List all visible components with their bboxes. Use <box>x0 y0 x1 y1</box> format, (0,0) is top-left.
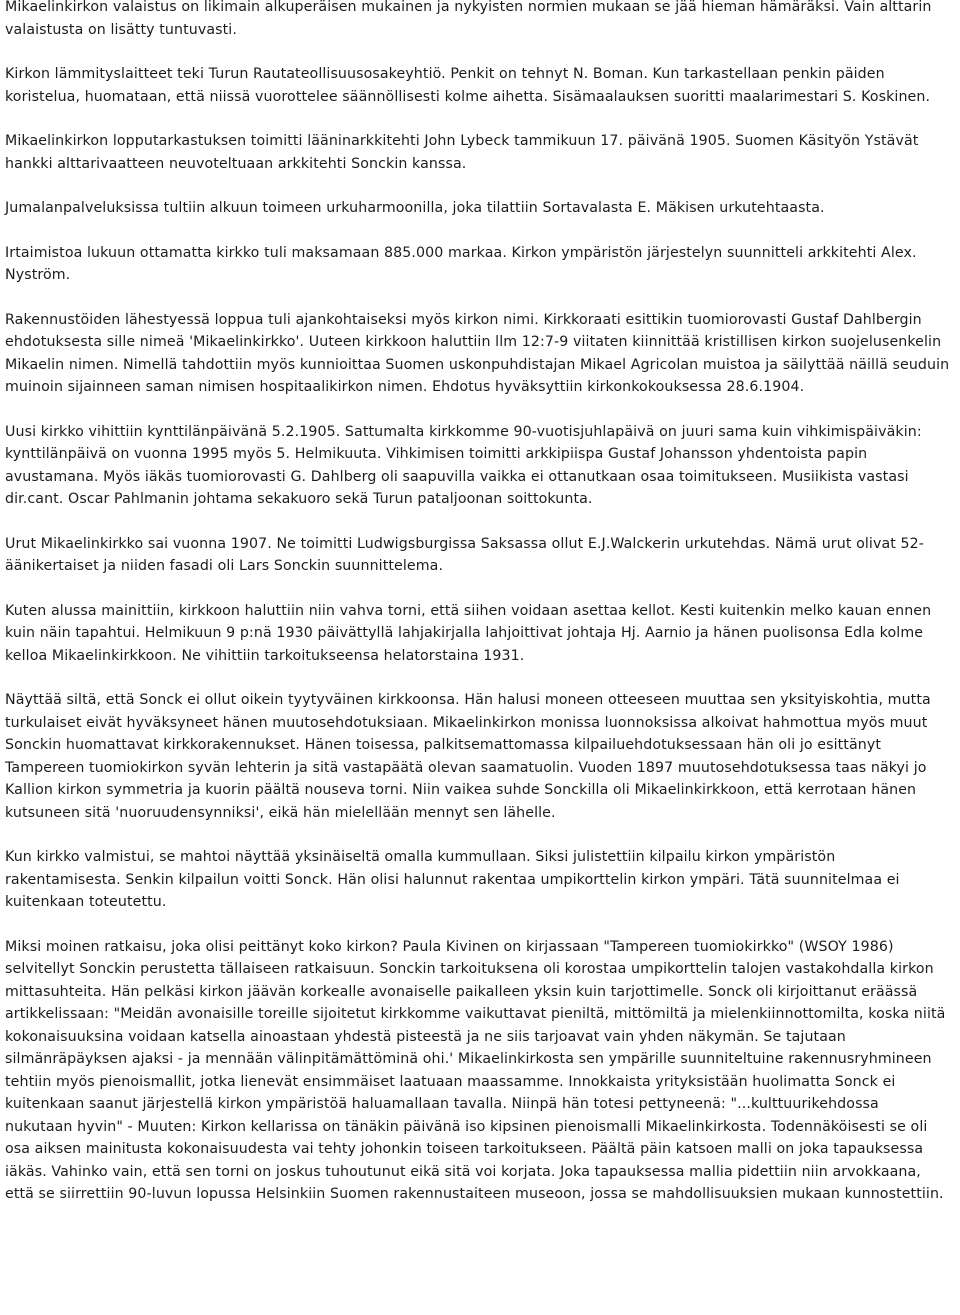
paragraph-surroundings-competition: Kun kirkko valmistui, se mahtoi näyttää yksinäiseltä omalla kummullaan. Siksi julistettiin kilpailu kirkon ympäristön rakentamisesta. Senkin kilpailun voitti Sonck. Hän olisi halunnut rakentaa umpikorttelin kirkon ympäri. Tätä suunnitelmaa ei kuitenkaan toteutettu. <box>5 849 900 910</box>
paragraph-church-name: Rakennustöiden lähestyessä loppua tuli ajankohtaiseksi myös kirkon nimi. Kirkkoraati esittikin tuomiorovasti Gustaf Dahlbergin ehdotuksesta sille nimeä 'Mikaelinkirkko'. Uuteen kirkkoon haluttiin llm 12:7-9 viitaten kiinnittää kristillisen kirkon suojelusenkelin Mikaelin nimen. Nimellä tahdottiin myös kunnioittaa Suomen uskonpuhdistajan Mikael Agricolan muistoa ja säilyttää näillä seuduin muinoin sijainneen saman nimisen hospitaalikirkon nimen. Ehdotus hyväksyttiin kirkonkokouksessa 28.6.1904. <box>5 311 950 395</box>
paragraph-final-inspection: Mikaelinkirkon lopputarkastuksen toimitti lääninarkkitehti John Lybeck tammikuun 17. päivänä 1905. Suomen Käsityön Ystävät hankki alttarivaatteen neuvoteltuaan arkkitehti Sonckin kanssa. <box>5 133 919 172</box>
paragraph-block-solution: Miksi moinen ratkaisu, joka olisi peittänyt koko kirkon? Paula Kivinen on kirjassaan "Tampereen tuomiokirkko" (WSOY 1986) selvitellyt Sonckin perustetta tällaiseen ratkaisuun. Sonckin tarkoituksena oli korostaa umpikorttelin talojen vastakohdalla kirkon mittasuhteita. Hän pelkäsi kirkon jäävän korkealle avonaiselle paikalleen yksin kuin tarjottimelle. Sonck oli kirjoittanut eräässä artikkelissaan: "Meidän avonaisille toreille sijoitetut kirkkomme vaikuttavat pieniltä, mittömiltä ja mielenkiinnottomilta, koska niitä kokonaisuuksina voidaan katsella ainoastaan yhdestä pisteestä ja ne siis tarjoavat vain yhden näkymän. Se tajutaan silmänräpäyksen ajaksi - ja mennään välinpitämättöminä ohi.' Mikaelinkirkosta sen ympärille suunniteltuine rakennusryhmineen tehtiin myös pienoismallit, jotka lienevät ensimmäiset laatuaan maassamme. Innokkaista yrityksistään huolimatta Sonck ei kuitenkaan saanut järjestellä kirkon ympäristöä haluamallaan tavalla. Niinpä hän totesi pettyneenä: "...kulttuurikehdossa nukutaan hyvin" - Muuten: Kirkon kellarissa on tänäkin päivänä iso kipsinen pienoismalli Mikaelinkirkosta. Todennäköisesti se oli osa aiksen mainitusta kokonaisuudesta vai tehty johonkin toiseen tarkoitukseen. Päältä päin katsoen malli on joka tapauksessa iäkäs. Vahinko vain, että sen torni on joskus tuhoutunut eikä sitä voi korjata. Joka tapauksessa mallia pidettiin niin arvokkaana, että se siirrettiin 90-luvun lopussa Helsinkiin Suomen rakennustaiteen museoon, jossa se mahdollisuuksien mukaan kunnostettiin. <box>5 938 946 1202</box>
paragraph-harmonium: Jumalanpalveluksissa tultiin alkuun toimeen urkuharmoonilla, joka tilattiin Sortavalasta E. Mäkisen urkutehtaasta. <box>5 200 825 216</box>
paragraph-lighting: Mikaelinkirkon valaistus on likimain alkuperäisen mukainen ja nykyisten normien mukaan se jää hieman hämäräksi. Vain alttarin valaistusta on lisätty tuntuvasti. <box>5 0 932 38</box>
paragraph-sonck-dissatisfaction: Näyttää siltä, että Sonck ei ollut oikein tyytyväinen kirkkoonsa. Hän halusi moneen otteeseen muuttaa sen yksityiskohtia, mutta turkulaiset eivät hyväksyneet hänen muutosehdotuksiaan. Mikaelinkirkon monissa luonnoksissa alkoivat hahmottua myös muut Sonckin huomattavat kirkkorakennukset. Hänen toisessa, palkitsemattomassa kilpailuehdotuksessaan hän oli jo esittänyt Tampereen tuomiokirkon syvän lehterin ja sitä vastapäätä olevan saamatuolin. Vuoden 1897 muutosehdotuksessa taas näkyi jo Kallion kirkon symmetria ja kuorin päältä nouseva torni. Niin vaikea suhde Sonckilla oli Mikaelinkirkkoon, että kerrotaan hänen kutsuneen sitä 'nuoruudensynniksi', eikä hän mielellään mennyt sen lähelle. <box>5 692 931 821</box>
paragraph-heating-pews: Kirkon lämmityslaitteet teki Turun Rautateollisuusosakeyhtiö. Penkit on tehnyt N. Boman. Kun tarkastellaan penkin päiden koristelua, huomataan, että niissä vuorottelee säännöllisesti kolme aihetta. Sisämaalauksen suoritti maalarimestari S. Koskinen. <box>5 66 931 105</box>
paragraph-consecration: Uusi kirkko vihittiin kynttilänpäivänä 5.2.1905. Sattumalta kirkkomme 90-vuotisjuhlapäivä on juuri sama kuin vihkimispäiväkin: kynttilänpäivä on vuonna 1995 myös 5. Helmikuuta. Vihkimisen toimitti arkkipiispa Gustaf Johansson yhdentoista papin avustamana. Myös iäkäs tuomiorovasti G. Dahlberg oli saapuvilla vaikka ei ottanutkaan osaa toimitukseen. Musiikista vastasi dir.cant. Oscar Pahlmanin johtama sekakuoro sekä Turun pataljoonan soittokunta. <box>5 423 922 507</box>
paragraph-organ: Urut Mikaelinkirkko sai vuonna 1907. Ne toimitti Ludwigsburgissa Saksassa ollut E.J.Walckerin urkutehdas. Nämä urut olivat 52-äänikertaiset ja niiden fasadi oli Lars Sonckin suunnittelema. <box>5 535 925 574</box>
paragraph-bells: Kuten alussa mainittiin, kirkkoon haluttiin niin vahva torni, että siihen voidaan asettaa kellot. Kesti kuitenkin melko kauan ennen kuin näin tapahtui. Helmikuun 9 p:nä 1930 päivättyllä lahjakirjalla lahjoittivat johtaja Hj. Aarnio ja hänen puolisonsa Edla kolme kelloa Mikaelinkirkkoon. Ne vihittiin tarkoitukseensa helatorstaina 1931. <box>5 602 932 664</box>
paragraph-cost: Irtaimistoa lukuun ottamatta kirkko tuli maksamaan 885.000 markaa. Kirkon ympäristön järjestelyn suunnitteli arkkitehti Alex. Nyström. <box>5 244 917 283</box>
